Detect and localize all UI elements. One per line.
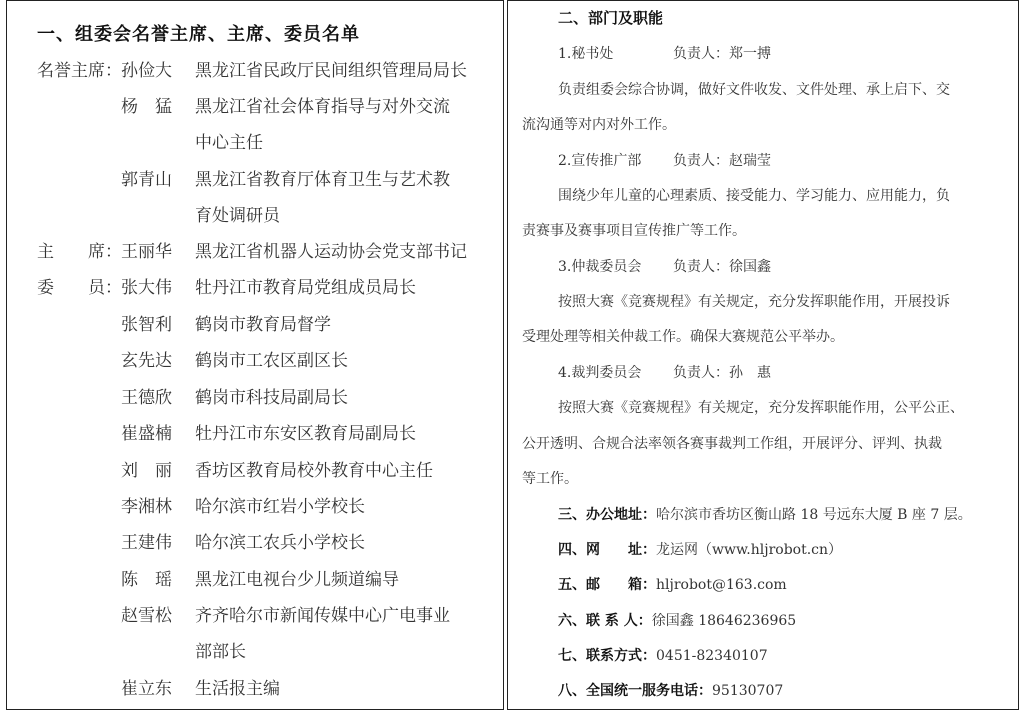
member-position: 香坊区教育局校外教育中心主任 bbox=[195, 461, 433, 481]
member-position: 齐齐哈尔市新闻传媒中心广电事业 bbox=[195, 606, 450, 626]
departments-panel bbox=[507, 0, 1019, 710]
member-row bbox=[7, 565, 503, 593]
member-row bbox=[7, 310, 503, 338]
info-office-address bbox=[558, 504, 972, 524]
dept-manager: 负责人：徐国鑫 bbox=[673, 259, 771, 275]
info-value: 龙运网（www.hljrobot.cn） bbox=[656, 542, 843, 558]
dept-manager: 负责人：郑一搏 bbox=[673, 46, 771, 62]
dept-description: 流沟通等对内对外工作。 bbox=[522, 117, 676, 133]
member-name: 王德欣 bbox=[121, 388, 172, 408]
info-value: 95130707 bbox=[712, 683, 784, 699]
member-position: 黑龙江电视台少儿频道编导 bbox=[195, 570, 399, 590]
info-website bbox=[558, 539, 842, 559]
member-name: 玄先达 bbox=[121, 351, 172, 371]
dept-heading bbox=[558, 150, 771, 170]
member-position: 鹤岗市工农区副区长 bbox=[195, 351, 348, 371]
member-position: 黑龙江省民政厅民间组织管理局局长 bbox=[195, 61, 467, 81]
member-row bbox=[7, 346, 503, 374]
info-label: 六、联 系 人： bbox=[558, 613, 652, 629]
member-name: 崔立东 bbox=[121, 679, 172, 699]
dept-description: 按照大赛《竞赛规程》有关规定，充分发挥职能作用，公平公正、 bbox=[558, 400, 964, 416]
member-row bbox=[7, 383, 503, 411]
member-row bbox=[7, 56, 503, 84]
dept-heading bbox=[558, 43, 771, 63]
member-row bbox=[7, 237, 503, 265]
member-position: 育处调研员 bbox=[195, 206, 280, 226]
info-email bbox=[558, 574, 787, 594]
info-contact-method bbox=[558, 645, 768, 665]
dept-heading bbox=[558, 256, 771, 276]
member-row bbox=[7, 201, 503, 229]
member-name: 刘 丽 bbox=[121, 461, 172, 481]
member-position: 哈尔滨工农兵小学校长 bbox=[195, 533, 365, 553]
member-row bbox=[7, 273, 503, 301]
dept-description: 责赛事及赛事项目宣传推广等工作。 bbox=[522, 223, 746, 239]
member-row bbox=[7, 419, 503, 447]
member-row bbox=[7, 92, 503, 120]
info-value: 0451-82340107 bbox=[656, 648, 768, 664]
member-position: 鹤岗市科技局副局长 bbox=[195, 388, 348, 408]
member-name: 孙俭大 bbox=[121, 61, 172, 81]
member-position: 生活报主编 bbox=[195, 679, 280, 699]
dept-name: 3.仲裁委员会 bbox=[558, 259, 642, 275]
member-name: 陈 瑶 bbox=[121, 570, 172, 590]
member-position: 牡丹江市教育局党组成员局长 bbox=[195, 278, 416, 298]
info-value: 徐国鑫 18646236965 bbox=[651, 613, 797, 629]
member-row bbox=[7, 128, 503, 156]
member-position: 黑龙江省教育厅体育卫生与艺术教 bbox=[195, 170, 450, 190]
info-label: 四、网 址： bbox=[558, 542, 656, 558]
departments-title: 二、部门及职能 bbox=[558, 9, 664, 27]
info-value: 哈尔滨市香坊区衡山路 18 号远东大厦 B 座 7 层。 bbox=[656, 507, 972, 523]
member-name: 张智利 bbox=[121, 315, 172, 335]
member-position: 鹤岗市教育局督学 bbox=[195, 315, 331, 335]
member-position: 哈尔滨市红岩小学校长 bbox=[195, 497, 365, 517]
dept-name: 2.宣传推广部 bbox=[558, 153, 642, 169]
dept-description: 按照大赛《竞赛规程》有关规定，充分发挥职能作用，开展投诉 bbox=[558, 294, 950, 310]
member-name: 郭青山 bbox=[121, 170, 172, 190]
member-position: 牡丹江市东安区教育局副局长 bbox=[195, 424, 416, 444]
member-row bbox=[7, 528, 503, 556]
info-label: 七、联系方式： bbox=[558, 648, 656, 664]
dept-manager: 负责人：赵瑞莹 bbox=[673, 153, 771, 169]
member-row bbox=[7, 456, 503, 484]
member-position: 中心主任 bbox=[195, 133, 263, 153]
member-role: 主 席： bbox=[37, 242, 122, 262]
dept-name: 1.秘书处 bbox=[558, 46, 614, 62]
dept-description: 负责组委会综合协调，做好文件收发、文件处理、承上启下、交 bbox=[558, 82, 950, 98]
member-row bbox=[7, 165, 503, 193]
member-position: 部部长 bbox=[195, 642, 246, 662]
info-contact-person bbox=[558, 610, 796, 630]
member-position: 黑龙江省社会体育指导与对外交流 bbox=[195, 97, 450, 117]
member-row bbox=[7, 492, 503, 520]
dept-description: 受理处理等相关仲裁工作。确保大赛规范公平举办。 bbox=[522, 329, 844, 345]
dept-heading bbox=[558, 362, 771, 382]
info-label: 五、邮 箱： bbox=[558, 577, 656, 593]
member-name: 杨 猛 bbox=[121, 97, 172, 117]
member-role: 委 员： bbox=[37, 278, 122, 298]
dept-description: 围绕少年儿童的心理素质、接受能力、学习能力、应用能力，负 bbox=[558, 188, 950, 204]
member-name: 王丽华 bbox=[121, 242, 172, 262]
member-name: 崔盛楠 bbox=[121, 424, 172, 444]
member-row bbox=[7, 601, 503, 629]
dept-description: 等工作。 bbox=[522, 471, 578, 487]
member-row bbox=[7, 674, 503, 702]
member-name: 李湘林 bbox=[121, 497, 172, 517]
member-name: 王建伟 bbox=[121, 533, 172, 553]
member-role: 名誉主席： bbox=[37, 61, 122, 81]
dept-manager: 负责人：孙 惠 bbox=[673, 365, 771, 381]
info-label: 三、办公地址： bbox=[558, 507, 656, 523]
member-name: 赵雪松 bbox=[121, 606, 172, 626]
dept-description: 公开透明、合规合法率领各赛事裁判工作组，开展评分、评判、执裁 bbox=[522, 436, 942, 452]
dept-name: 4.裁判委员会 bbox=[558, 365, 642, 381]
member-row bbox=[7, 637, 503, 665]
committee-title: 一、组委会名誉主席、主席、委员名单 bbox=[37, 24, 360, 45]
member-name: 张大伟 bbox=[121, 278, 172, 298]
info-label: 八、全国统一服务电话： bbox=[558, 683, 712, 699]
member-position: 黑龙江省机器人运动协会党支部书记 bbox=[195, 242, 467, 262]
committee-panel bbox=[6, 0, 504, 710]
info-service-hotline bbox=[558, 680, 783, 700]
info-value: hljrobot@163.com bbox=[656, 577, 787, 593]
